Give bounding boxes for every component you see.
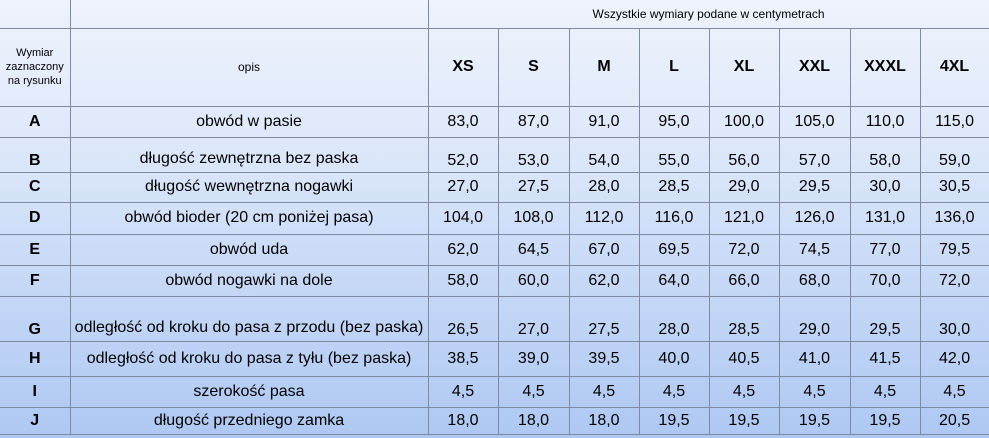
measurement-cell: 4,5 <box>428 376 498 407</box>
measurement-cell: 19,5 <box>779 407 850 434</box>
measurement-cell: 67,0 <box>569 234 639 265</box>
measurement-cell: 41,0 <box>779 341 850 376</box>
measurement-cell: 74,5 <box>779 234 850 265</box>
units-note: Wszystkie wymiary podane w centymetrach <box>428 0 989 28</box>
dimension-letter: D <box>0 202 70 234</box>
dimension-description: odległość od kroku do pasa z przodu (bez paska) <box>70 296 428 341</box>
measurement-cell: 68,0 <box>779 265 850 296</box>
measurement-cell: 105,0 <box>779 106 850 137</box>
dimension-letter: B <box>0 137 70 172</box>
measurement-cell: 60,0 <box>498 265 569 296</box>
size-header-m: M <box>569 28 639 106</box>
measurement-cell: 55,0 <box>639 137 709 172</box>
dimension-letter: J <box>0 407 70 434</box>
description-column-header: opis <box>70 28 428 106</box>
header-row <box>0 28 989 106</box>
size-header-xxxl: XXXL <box>850 28 920 106</box>
measurement-cell: 104,0 <box>428 202 498 234</box>
measurement-cell: 100,0 <box>709 106 779 137</box>
dimension-description: obwód w pasie <box>70 106 428 137</box>
measurement-cell: 72,0 <box>920 265 989 296</box>
dimension-column-header <box>0 28 70 106</box>
dimension-letter: A <box>0 106 70 137</box>
measurement-cell: 4,5 <box>639 376 709 407</box>
measurement-cell: 91,0 <box>569 106 639 137</box>
table-row <box>0 202 989 234</box>
dimension-letter: H <box>0 341 70 376</box>
measurement-cell: 29,0 <box>779 296 850 341</box>
measurement-cell: 38,5 <box>428 341 498 376</box>
dimension-description: długość zewnętrzna bez paska <box>70 137 428 172</box>
measurement-cell: 112,0 <box>569 202 639 234</box>
size-header-xs: XS <box>428 28 498 106</box>
measurement-cell: 27,0 <box>498 296 569 341</box>
measurement-cell: 27,0 <box>428 172 498 202</box>
measurement-cell: 29,5 <box>850 296 920 341</box>
measurement-cell: 30,0 <box>920 296 989 341</box>
measurement-cell: 110,0 <box>850 106 920 137</box>
measurement-cell: 115,0 <box>920 106 989 137</box>
measurement-cell: 4,5 <box>709 376 779 407</box>
measurement-cell: 20,5 <box>920 407 989 434</box>
measurement-cell: 70,0 <box>850 265 920 296</box>
measurement-cell: 54,0 <box>569 137 639 172</box>
measurement-cell: 42,0 <box>920 341 989 376</box>
dimension-letter: C <box>0 172 70 202</box>
measurement-cell: 39,5 <box>569 341 639 376</box>
dimension-letter: E <box>0 234 70 265</box>
measurement-cell: 66,0 <box>709 265 779 296</box>
table-row <box>0 341 989 376</box>
measurement-cell: 62,0 <box>569 265 639 296</box>
measurement-cell: 126,0 <box>779 202 850 234</box>
measurement-cell: 4,5 <box>850 376 920 407</box>
dimension-description: długość przedniego zamka <box>70 407 428 434</box>
measurement-cell: 4,5 <box>498 376 569 407</box>
measurement-cell: 136,0 <box>920 202 989 234</box>
table-row <box>0 137 989 172</box>
table-body <box>0 106 989 434</box>
measurement-cell: 18,0 <box>428 407 498 434</box>
measurement-cell: 69,5 <box>639 234 709 265</box>
measurement-cell: 39,0 <box>498 341 569 376</box>
dimension-letter: G <box>0 296 70 341</box>
size-header-s: S <box>498 28 569 106</box>
measurement-cell: 52,0 <box>428 137 498 172</box>
measurement-cell: 28,0 <box>639 296 709 341</box>
size-header-xxl: XXL <box>779 28 850 106</box>
size-header-l: L <box>639 28 709 106</box>
measurement-cell: 26,5 <box>428 296 498 341</box>
measurement-cell: 19,5 <box>639 407 709 434</box>
measurement-cell: 18,0 <box>498 407 569 434</box>
measurement-cell: 19,5 <box>709 407 779 434</box>
measurement-cell: 58,0 <box>850 137 920 172</box>
measurement-cell: 64,5 <box>498 234 569 265</box>
measurement-cell: 28,5 <box>639 172 709 202</box>
measurement-cell: 131,0 <box>850 202 920 234</box>
measurement-cell: 30,0 <box>850 172 920 202</box>
measurement-cell: 27,5 <box>569 296 639 341</box>
measurement-cell: 27,5 <box>498 172 569 202</box>
header-empty-cell <box>0 0 70 28</box>
measurement-cell: 77,0 <box>850 234 920 265</box>
measurement-cell: 4,5 <box>779 376 850 407</box>
table-row <box>0 376 989 407</box>
measurement-cell: 40,5 <box>709 341 779 376</box>
measurement-cell: 30,5 <box>920 172 989 202</box>
measurement-cell: 18,0 <box>569 407 639 434</box>
table-row <box>0 234 989 265</box>
measurement-cell: 95,0 <box>639 106 709 137</box>
header-top-row <box>0 0 989 28</box>
measurement-cell: 53,0 <box>498 137 569 172</box>
dimension-letter: I <box>0 376 70 407</box>
measurement-cell: 79,5 <box>920 234 989 265</box>
table-row <box>0 296 989 341</box>
measurement-cell: 56,0 <box>709 137 779 172</box>
dimension-letter: F <box>0 265 70 296</box>
measurement-cell: 108,0 <box>498 202 569 234</box>
measurement-cell: 72,0 <box>709 234 779 265</box>
measurement-cell: 29,0 <box>709 172 779 202</box>
dimension-description: szerokość pasa <box>70 376 428 407</box>
measurement-cell: 19,5 <box>850 407 920 434</box>
measurement-cell: 29,5 <box>779 172 850 202</box>
measurement-cell: 57,0 <box>779 137 850 172</box>
measurement-cell: 83,0 <box>428 106 498 137</box>
dimension-column-label: Wymiar zaznaczony na rysunku <box>5 47 64 87</box>
measurement-cell: 4,5 <box>920 376 989 407</box>
table-row <box>0 106 989 137</box>
measurement-cell: 58,0 <box>428 265 498 296</box>
header-empty-cell <box>70 0 428 28</box>
measurement-cell: 28,5 <box>709 296 779 341</box>
measurement-cell: 4,5 <box>569 376 639 407</box>
measurement-cell: 87,0 <box>498 106 569 137</box>
measurement-cell: 121,0 <box>709 202 779 234</box>
table-row <box>0 265 989 296</box>
dimension-description: długość wewnętrzna nogawki <box>70 172 428 202</box>
measurement-cell: 59,0 <box>920 137 989 172</box>
table-row <box>0 407 989 434</box>
measurement-cell: 40,0 <box>639 341 709 376</box>
dimension-description: obwód uda <box>70 234 428 265</box>
size-header-xl: XL <box>709 28 779 106</box>
measurement-cell: 28,0 <box>569 172 639 202</box>
dimension-description: obwód bioder (20 cm poniżej pasa) <box>70 202 428 234</box>
table-row <box>0 172 989 202</box>
measurement-cell: 64,0 <box>639 265 709 296</box>
measurement-cell: 116,0 <box>639 202 709 234</box>
measurement-cell: 41,5 <box>850 341 920 376</box>
dimension-description: odległość od kroku do pasa z tyłu (bez paska) <box>70 341 428 376</box>
dimension-description: obwód nogawki na dole <box>70 265 428 296</box>
size-header-4xl: 4XL <box>920 28 989 106</box>
measurement-cell: 62,0 <box>428 234 498 265</box>
